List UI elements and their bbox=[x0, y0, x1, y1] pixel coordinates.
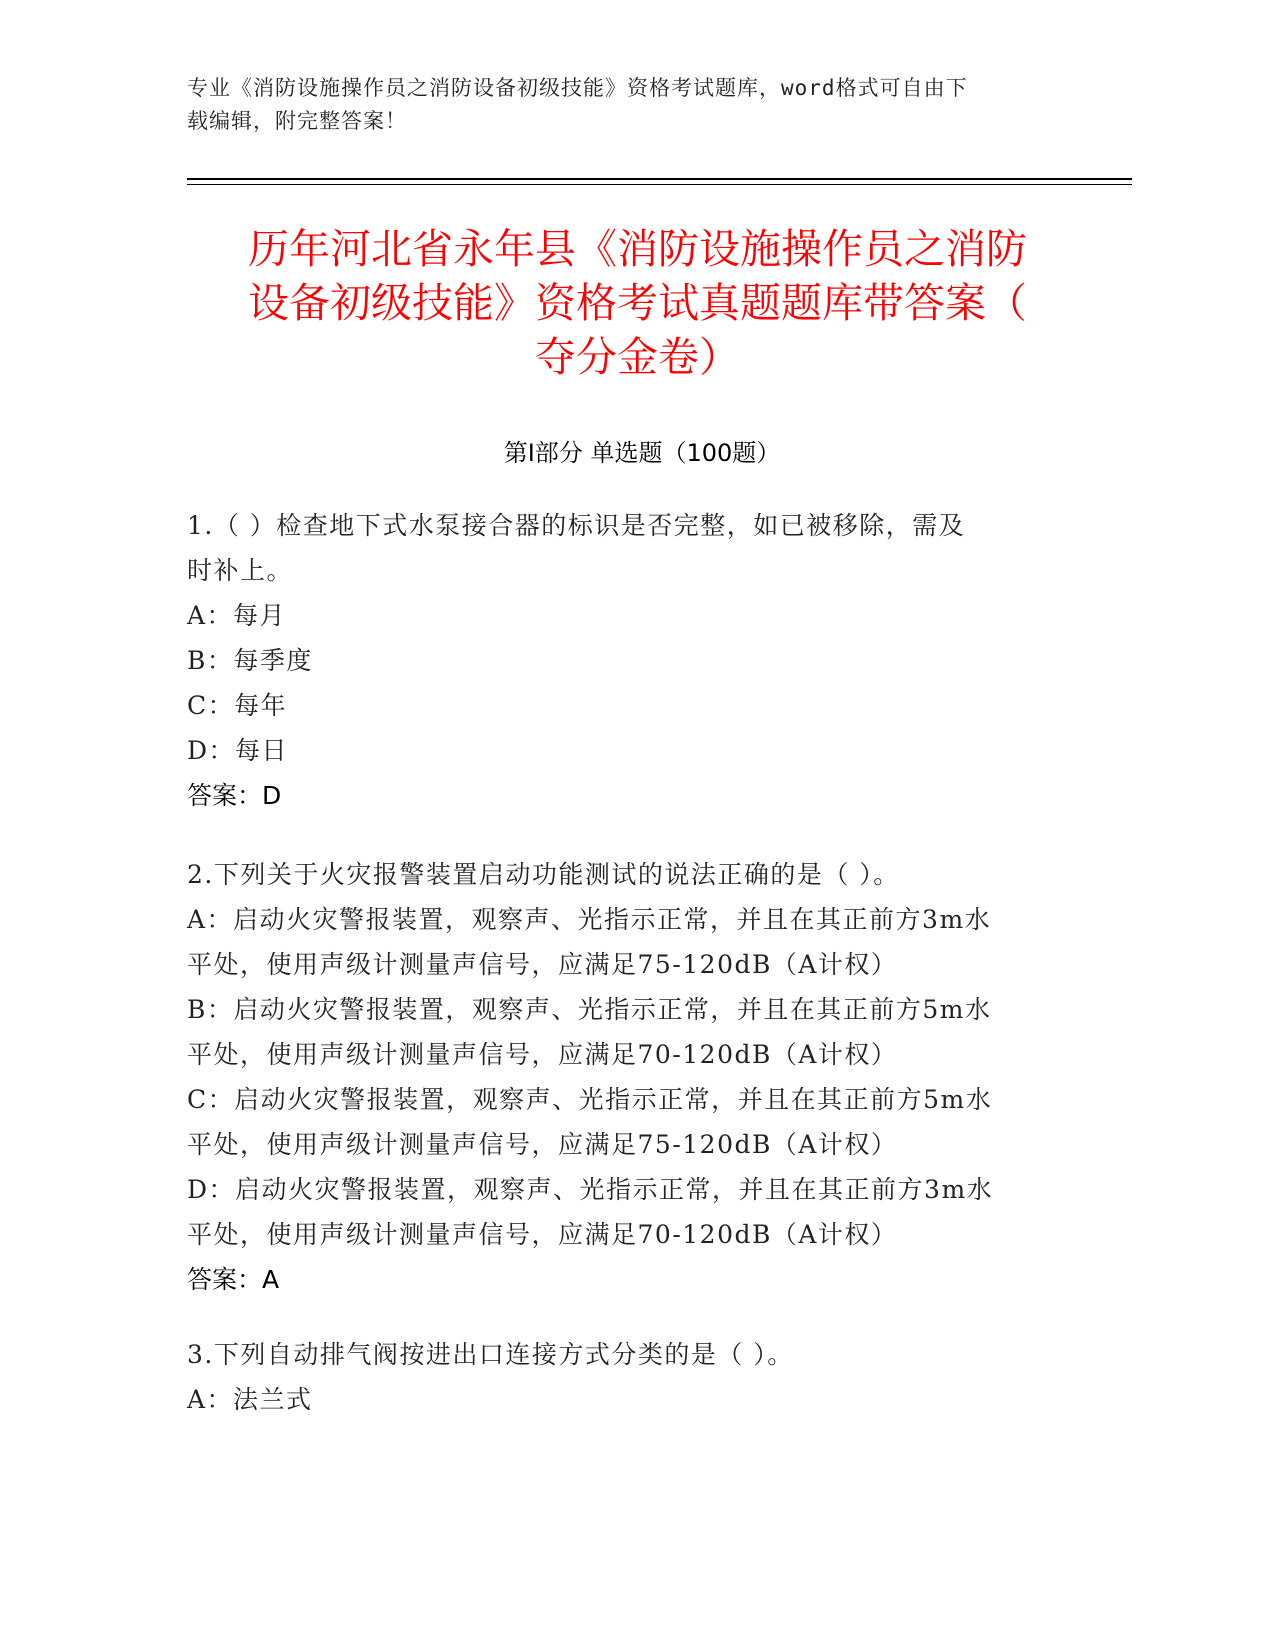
question-2-option-a-line-1: A：启动火灾警报装置，观察声、光指示正常，并且在其正前方3m水 bbox=[187, 905, 992, 934]
header-note-line-1: 专业《消防设施操作员之消防设备初级技能》资格考试题库，word格式可自由下 bbox=[187, 76, 968, 100]
header-rule-thick bbox=[187, 178, 1132, 180]
question-1-option-c: C：每年 bbox=[187, 691, 288, 720]
question-2-option-a-line-2: 平处，使用声级计测量声信号，应满足75-120dB（A计权） bbox=[187, 950, 898, 979]
question-2-stem-line-1: 2.下列关于火灾报警装置启动功能测试的说法正确的是（ ）。 bbox=[187, 860, 900, 889]
question-1-option-a: A：每月 bbox=[187, 601, 287, 630]
question-3-option-a: A：法兰式 bbox=[187, 1385, 313, 1414]
question-1-answer: 答案：D bbox=[187, 781, 282, 810]
header-note bbox=[187, 72, 1087, 138]
question-2-option-b-line-2: 平处，使用声级计测量声信号，应满足70-120dB（A计权） bbox=[187, 1040, 898, 1069]
question-3 bbox=[187, 1332, 1067, 1422]
question-1-option-d: D：每日 bbox=[187, 736, 289, 765]
question-2 bbox=[187, 852, 1067, 1302]
question-1 bbox=[187, 503, 1067, 818]
header-rule-thin bbox=[187, 184, 1132, 185]
question-2-option-c-line-2: 平处，使用声级计测量声信号，应满足75-120dB（A计权） bbox=[187, 1130, 898, 1159]
question-1-stem-line-2: 时补上。 bbox=[187, 556, 294, 585]
question-2-option-d-line-1: D：启动火灾警报装置，观察声、光指示正常，并且在其正前方3m水 bbox=[187, 1175, 994, 1204]
question-3-stem-line-1: 3.下列自动排气阀按进出口连接方式分类的是（ ）。 bbox=[187, 1340, 794, 1369]
header-note-line-2: 载编辑，附完整答案！ bbox=[187, 109, 407, 133]
document-title bbox=[190, 222, 1085, 384]
question-2-option-c-line-1: C：启动火灾警报装置，观察声、光指示正常，并且在其正前方5m水 bbox=[187, 1085, 993, 1114]
question-2-option-b-line-1: B：启动火灾警报装置，观察声、光指示正常，并且在其正前方5m水 bbox=[187, 995, 992, 1024]
question-1-stem-line-1: 1.（ ）检查地下式水泵接合器的标识是否完整，如已被移除，需及 bbox=[187, 511, 966, 540]
question-2-option-d-line-2: 平处，使用声级计测量声信号，应满足70-120dB（A计权） bbox=[187, 1220, 898, 1249]
document-title-line-2: 设备初级技能》资格考试真题题库带答案（ bbox=[248, 279, 1027, 327]
section-heading: 第Ⅰ部分 单选题（100题） bbox=[503, 439, 781, 467]
question-2-answer: 答案：A bbox=[187, 1265, 280, 1294]
document-title-line-3: 夺分金卷） bbox=[535, 333, 740, 381]
document-title-line-1: 历年河北省永年县《消防设施操作员之消防 bbox=[248, 225, 1027, 273]
question-1-option-b: B：每季度 bbox=[187, 646, 313, 675]
